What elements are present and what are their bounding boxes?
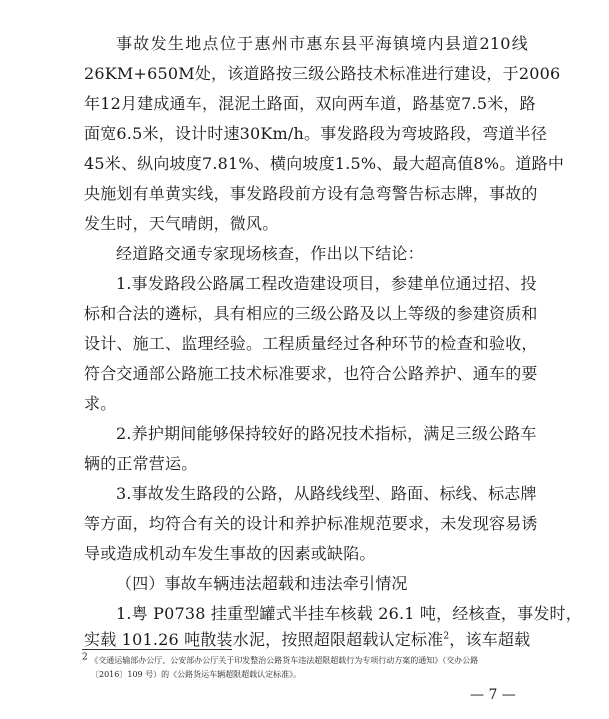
paragraph-3-line-1: 1.事发路段公路属工程改造建设项目，参建单位通过招、投 [116, 274, 537, 293]
paragraph-2-line-1: 经道路交通专家现场核查，作出以下结论： [116, 244, 424, 263]
paragraph-1-line-2: 26KM+650M处，该道路按三级公路技术标准进行建设，于2006 [84, 64, 561, 83]
paragraph-1-line-3: 年12月建成通车，混泥土路面，双向两车道，路基宽7.5米，路 [84, 94, 536, 113]
section-heading: （四）事故车辆违法超载和违法牵引情况 [116, 574, 408, 593]
paragraph-6-line-2 [84, 630, 531, 650]
footnote-rule [82, 649, 232, 650]
footnote-text-1: 《交通运输部办公厅、公安部办公厅关于印发整治公路货车违法超限超载行为专项行动方案的通知》（交办公路 [90, 656, 479, 665]
paragraph-5-line-1: 3.事故发生路段的公路，从路线线型、路面、标线、标志牌 [116, 484, 537, 503]
paragraph-6-line-2-text: 实载 101.26 吨散装水泥，按照超限超载认定标准 [84, 630, 444, 649]
paragraph-4-line-1: 2.养护期间能够保持较好的路况技术指标，满足三级公路车 [116, 424, 537, 443]
footnote-line-2: 〔2016〕109 号）的《公路货运车辆超限超载认定标准》。 [91, 670, 302, 679]
paragraph-3-line-5: 求。 [84, 394, 117, 413]
paragraph-5-line-3: 导或造成机动车发生事故的因素或缺陷。 [84, 544, 376, 563]
paragraph-1-line-5: 45米、纵向坡度7.81%、横向坡度1.5%、最大超高值8%。道路中 [84, 154, 565, 173]
paragraph-1-line-1: 事故发生地点位于惠州市惠东县平海镇境内县道210线 [116, 34, 528, 53]
page-number: — 7 — [470, 687, 516, 703]
paragraph-4-line-2: 辆的正常营运。 [84, 454, 198, 473]
paragraph-3-line-4: 符合交通部公路施工技术标准要求，也符合公路养护、通车的要 [84, 364, 538, 383]
paragraph-3-line-3: 设计、施工、监理经验。工程质量经过各种环节的检查和验收， [84, 334, 538, 353]
paragraph-1-line-4: 面宽6.5米，设计时速30Km/h。事发路段为弯坡路段，弯道半径 [84, 124, 548, 143]
paragraph-1-line-6: 央施划有单黄实线，事发路段前方设有急弯警告标志牌，事故的 [84, 184, 538, 203]
paragraph-6-line-1: 1.粤 P0738 挂重型罐式半挂车核载 26.1 吨，经核查，事发时， [116, 604, 582, 623]
paragraph-1-line-7: 发生时，天气晴朗，微风。 [84, 214, 279, 233]
paragraph-5-line-2: 等方面，均符合有关的设计和养护标准规范要求，未发现容易诱 [84, 514, 538, 533]
footnote-line-1 [82, 652, 479, 667]
paragraph-3-line-2: 标和合法的遴标，具有相应的三级公路及以上等级的参建资质和 [84, 304, 538, 323]
paragraph-6-line-2-tail: ，该车超载 [449, 630, 531, 649]
footnote-reference[interactable]: 2 [443, 631, 450, 642]
footnote-marker: 2 [82, 652, 88, 663]
